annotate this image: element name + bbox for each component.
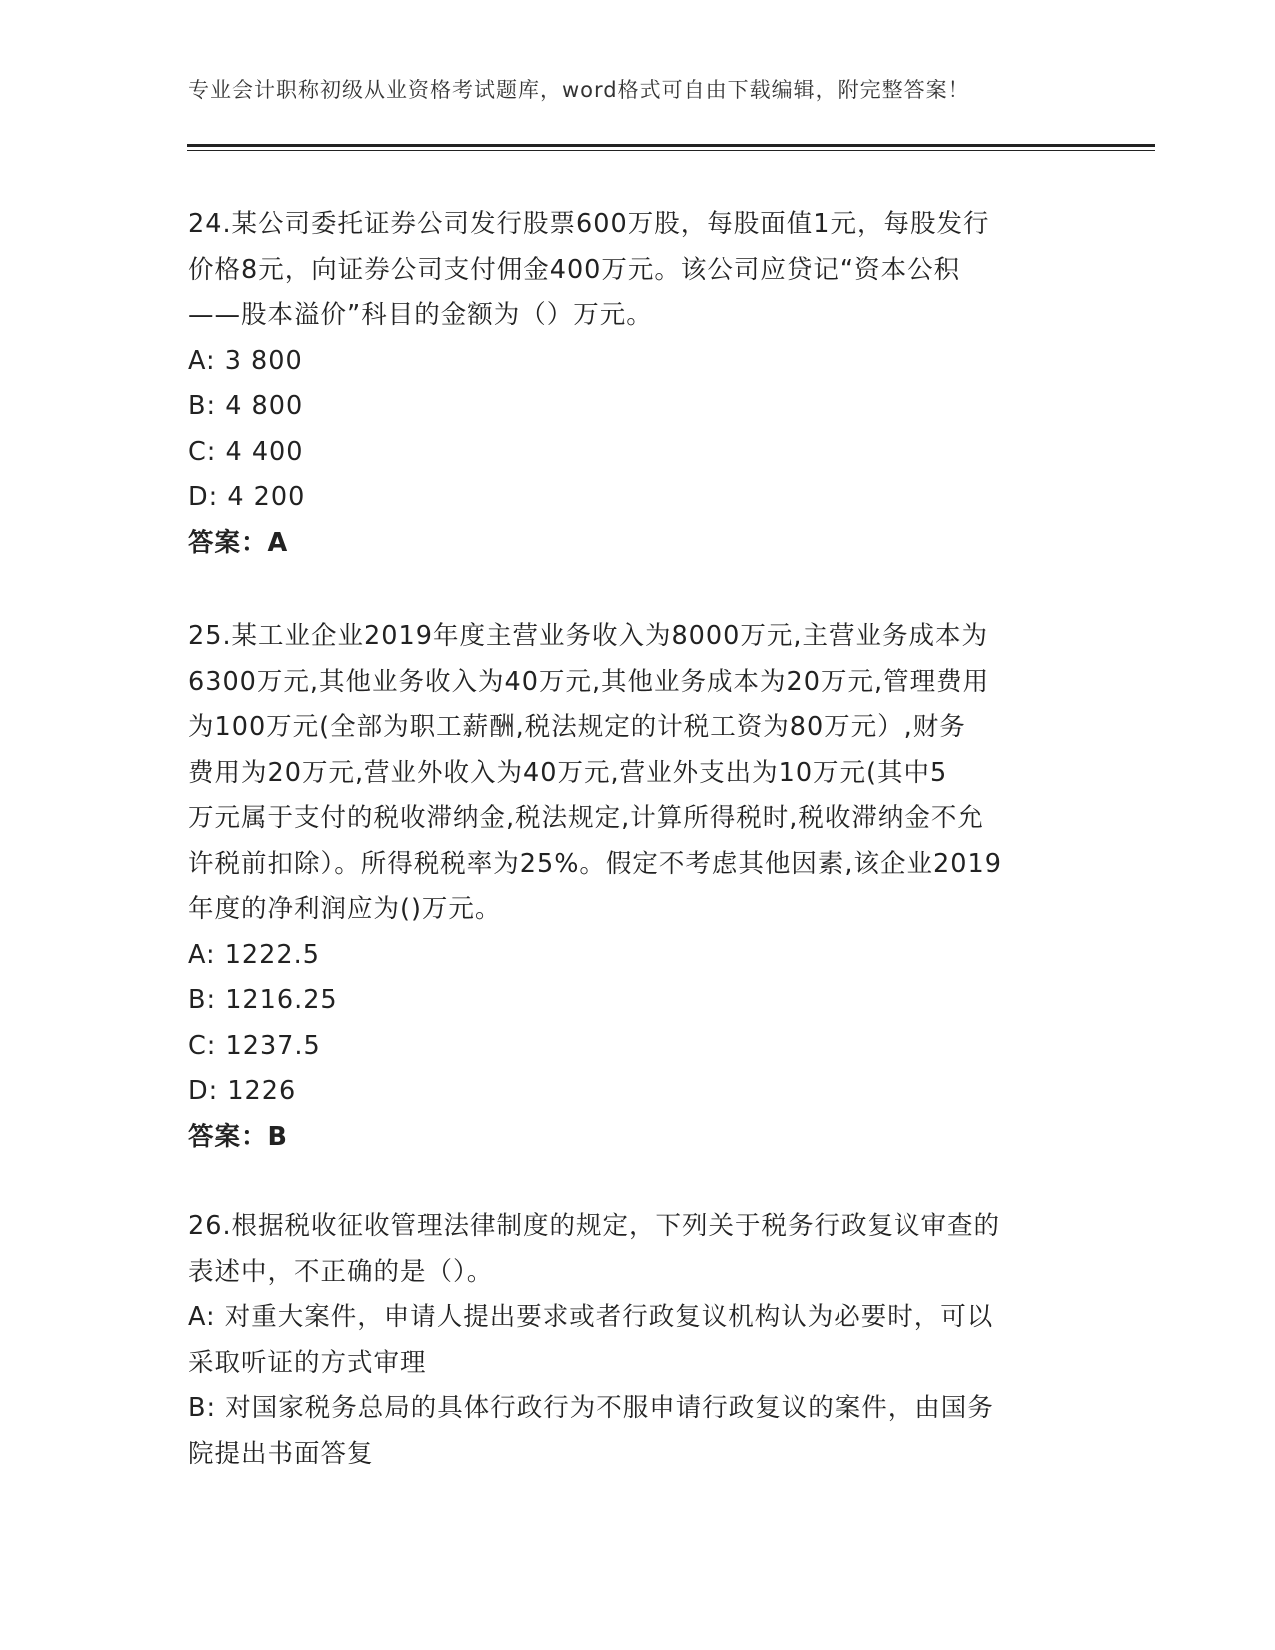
option-a: A: 3 800 <box>188 345 303 376</box>
header-divider-thick <box>187 144 1155 147</box>
question-stem-line: 价格8元，向证券公司支付佣金400万元。该公司应贷记“资本公积 <box>188 254 961 285</box>
question-stem-line: 年度的净利润应为()万元。 <box>188 894 502 924</box>
question-stem-line: 24.某公司委托证券公司发行股票600万股，每股面值1元，每股发行 <box>188 209 990 239</box>
question-stem-line: 26.根据税收征收管理法律制度的规定，下列关于税务行政复议审查的 <box>188 1211 1001 1241</box>
option-c: C: 1237.5 <box>188 1030 321 1061</box>
option-a: A: 对重大案件，申请人提出要求或者行政复议机构认为必要时，可以 <box>188 1302 994 1332</box>
page-header: 专业会计职称初级从业资格考试题库，word格式可自由下载编辑，附完整答案！ <box>188 78 970 102</box>
answer-label: 答案：B <box>188 1121 288 1152</box>
option-b-continued: 院提出书面答复 <box>188 1438 374 1469</box>
question-26 <box>188 1204 1088 1477</box>
option-b: B: 1216.25 <box>188 985 338 1015</box>
question-stem-line: ——股本溢价”科目的金额为（）万元。 <box>188 300 653 330</box>
question-24 <box>188 202 1088 566</box>
question-stem-line: 费用为20万元,营业外收入为40万元,营业外支出为10万元(其中5 <box>188 757 948 788</box>
answer-label: 答案：A <box>188 527 289 558</box>
question-stem-line: 表述中，不正确的是（）。 <box>188 1256 494 1287</box>
question-25 <box>188 614 1088 1160</box>
question-stem-line: 为100万元(全部为职工薪酬,税法规定的计税工资为80万元）,财务 <box>188 712 966 742</box>
option-d: D: 1226 <box>188 1076 297 1106</box>
option-c: C: 4 400 <box>188 436 304 467</box>
option-a: A: 1222.5 <box>188 939 320 970</box>
option-b: B: 对国家税务总局的具体行政行为不服申请行政复议的案件，由国务 <box>188 1393 994 1423</box>
question-stem-line: 6300万元,其他业务收入为40万元,其他业务成本为20万元,管理费用 <box>188 666 990 697</box>
option-d: D: 4 200 <box>188 482 306 512</box>
question-stem-line: 万元属于支付的税收滞纳金,税法规定,计算所得税时,税收滞纳金不允 <box>188 803 984 833</box>
header-divider-thin <box>187 150 1155 151</box>
question-stem-line: 25.某工业企业2019年度主营业务收入为8000万元,主营业务成本为 <box>188 621 988 651</box>
option-b: B: 4 800 <box>188 391 304 421</box>
option-a-continued: 采取听证的方式审理 <box>188 1347 427 1378</box>
question-stem-line: 许税前扣除）。所得税税率为25%。假定不考虑其他因素,该企业2019 <box>188 848 1002 879</box>
